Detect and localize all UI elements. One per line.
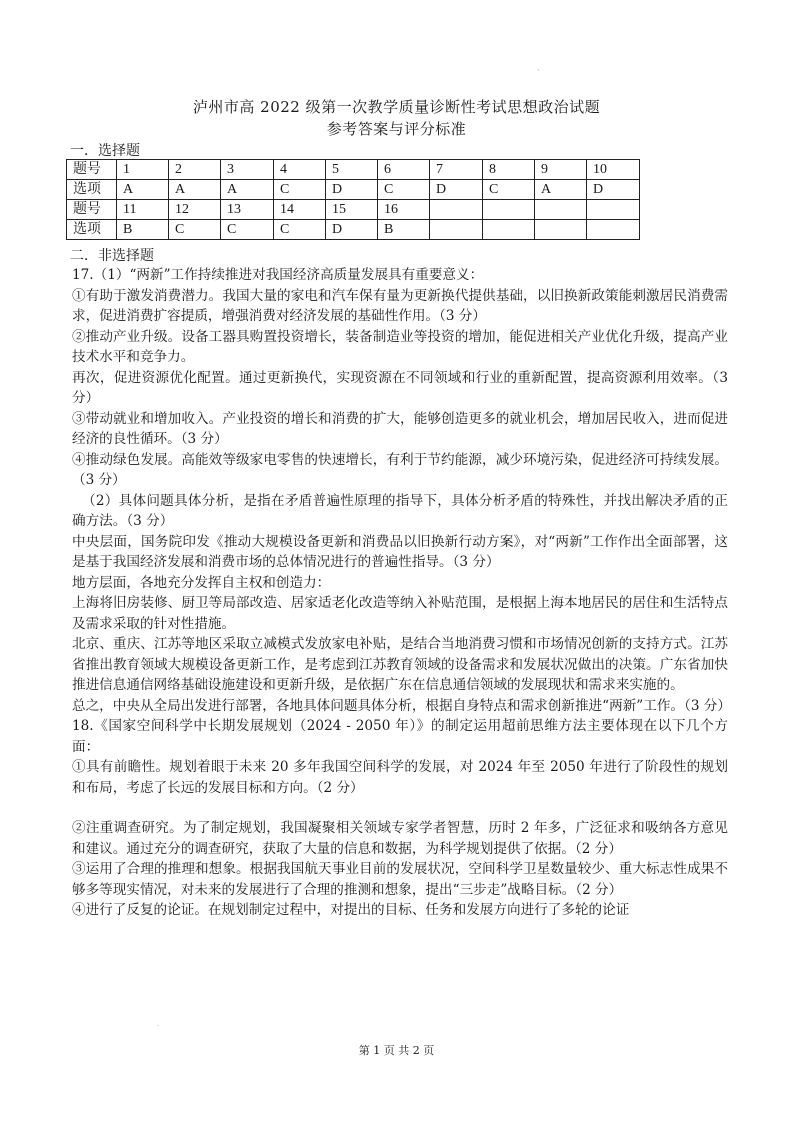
paragraph: ④推动绿色发展。高能效等级家电零售的快速增长，有利于节约能源，减少环境污染，促进经济可持续发展。（3 分） [72, 451, 728, 488]
paragraph: 上海将旧房装修、厨卫等局部改造、居家适老化改造等纳入补贴范围，是根据上海本地居民的居住和生活特点及需求采取的针对性措施。 [72, 595, 728, 632]
paragraph: 18.《国家空间科学中长期发展规划（2024 - 2050 年）》的制定运用超前思维方法主要体现在以下几个方面： [72, 718, 728, 755]
answer-table-cell: 7 [430, 160, 483, 180]
answer-table-cell: 6 [378, 160, 430, 180]
answer-table-cell: 3 [221, 160, 274, 180]
answer-table-row-label: 选项 [67, 180, 117, 200]
answer-body [72, 265, 731, 921]
paragraph: 17.（1）“两新”工作持续推进对我国经济高质量发展具有重要意义： [72, 267, 484, 283]
paragraph: ②注重调查研究。为了制定规划，我国凝聚相关领域专家学者智慧，历时 2 年多，广泛征求和吸纳各方意见和建议。通过充分的调查研究，获取了大量的信息和数据，为科学规划提供了依据。（2 分） [72, 820, 728, 857]
paragraph: ③运用了合理的推理和想象。根据我国航天事业目前的发展状况，空间科学卫星数量较少、重大标志性成果不够多等现实情况，对未来的发展进行了合理的推测和想象，提出“三步走”战略目标。（2 分） [72, 861, 728, 898]
answer-table-cell: D [430, 180, 483, 200]
blank-gap [72, 798, 728, 818]
paragraph: 北京、重庆、江苏等地区采取立减模式发放家电补贴，是结合当地消费习惯和市场情况创新的支持方式。江苏省推出教育领域大规模设备更新工作，是考虑到江苏教育领域的设备需求和发展状况做出的决策。广东省加快推进信息通信网络基础设施建设和更新升级，是依据广东在信息通信领域的发展现状和需求来实施的。 [72, 636, 728, 693]
answer-table-cell: 12 [169, 200, 221, 220]
answer-table-row [67, 160, 640, 180]
answer-table-cell: 9 [535, 160, 587, 180]
answer-table-cell: C [221, 220, 274, 240]
paragraph: （2）具体问题具体分析，是指在矛盾普遍性原理的指导下，具体分析矛盾的特殊性，并找出解决矛盾的正确方法。（3 分） [72, 492, 728, 529]
answer-table-cell [430, 200, 483, 220]
answer-table-cell: 2 [169, 160, 221, 180]
paragraph: ①有助于激发消费潜力。我国大量的家电和汽车保有量为更新换代提供基础，以旧换新政策能刺激居民消费需求，促进消费扩容提质，增强消费对经济发展的基础性作用。（3 分） [72, 287, 728, 324]
answer-table-cell [535, 200, 587, 220]
answer-table-cell: B [378, 220, 430, 240]
answer-table-cell: 15 [326, 200, 378, 220]
answer-table-row [67, 180, 640, 200]
answer-table-cell: C [169, 220, 221, 240]
scan-speck: · [157, 1023, 159, 1030]
answer-table-cell: D [587, 180, 640, 200]
answer-table-cell: A [117, 180, 169, 200]
answer-table-row [67, 200, 640, 220]
document-subtitle: 参考答案与评分标准 [326, 120, 467, 138]
answer-table-cell [483, 220, 535, 240]
answer-table-row-label: 题号 [67, 160, 117, 180]
answer-table-cell: A [169, 180, 221, 200]
answer-table-cell: C [274, 220, 326, 240]
answer-table-cell [535, 220, 587, 240]
paragraph: ①具有前瞻性。规划着眼于未来 20 多年我国空间科学的发展，对 2024 年至 2050 年进行了阶段性的规划和布局，考虑了长远的发展目标和方向。（2 分） [72, 759, 728, 796]
answer-table [66, 159, 640, 240]
answer-table-cell: A [221, 180, 274, 200]
answer-table-row [67, 220, 640, 240]
paragraph: 地方层面，各地充分发挥自主权和创造力： [72, 574, 331, 591]
answer-table-cell [483, 200, 535, 220]
answer-table-cell: 5 [326, 160, 378, 180]
answer-table-row-label: 题号 [67, 200, 117, 220]
answer-table-row-label: 选项 [67, 220, 117, 240]
answer-table-cell: 10 [587, 160, 640, 180]
answer-table-cell [587, 220, 640, 240]
document-title: 泸州市高 2022 级第一次教学质量诊断性考试思想政治试题 [192, 98, 601, 116]
scan-speck: · [537, 66, 540, 75]
answer-table-cell: 16 [378, 200, 430, 220]
answer-table-cell: C [274, 180, 326, 200]
answer-table-cell: A [535, 180, 587, 200]
paragraph: ④进行了反复的论证。在规划制定过程中，对提出的目标、任务和发展方向进行了多轮的论证 [72, 902, 630, 918]
paragraph: ③带动就业和增加收入。产业投资的增长和消费的扩大，能够创造更多的就业机会，增加居民收入，进而促进经济的良性循环。（3 分） [72, 410, 728, 447]
answer-table-cell: 8 [483, 160, 535, 180]
answer-table-cell [430, 220, 483, 240]
answer-table-cell: 4 [274, 160, 326, 180]
answer-table-cell [587, 200, 640, 220]
paragraph: 再次，促进资源优化配置。通过更新换代，实现资源在不同领域和行业的重新配置，提高资源利用效率。（3 分） [72, 369, 728, 406]
answer-table-cell: 11 [117, 200, 169, 220]
answer-table-cell: 14 [274, 200, 326, 220]
answer-table-cell: D [326, 220, 378, 240]
section-heading-choice: 一．选择题 [70, 143, 140, 159]
answer-table-cell: 13 [221, 200, 274, 220]
page-number: 第 1 页 共 2 页 [358, 1044, 435, 1057]
paragraph: 总之，中央从全局出发进行部署，各地具体问题具体分析，根据自身特点和需求创新推进“两新”工作。（3 分） [72, 697, 731, 714]
answer-table-cell: 1 [117, 160, 169, 180]
section-heading-nonchoice: 二．非选择题 [70, 248, 154, 264]
answer-table-cell: C [378, 180, 430, 200]
paragraph: ②推动产业升级。设备工器具购置投资增长，装备制造业等投资的增加，能促进相关产业优化升级，提高产业技术水平和竞争力。 [72, 328, 728, 365]
answer-table-cell: D [326, 180, 378, 200]
answer-table-cell: C [483, 180, 535, 200]
answer-table-cell: B [117, 220, 169, 240]
paragraph: 中央层面，国务院印发《推动大规模设备更新和消费品以旧换新行动方案》，对“两新”工作作出全面部署，这是基于我国经济发展和消费市场的总体情况进行的普遍性指导。（3 分） [72, 533, 728, 570]
